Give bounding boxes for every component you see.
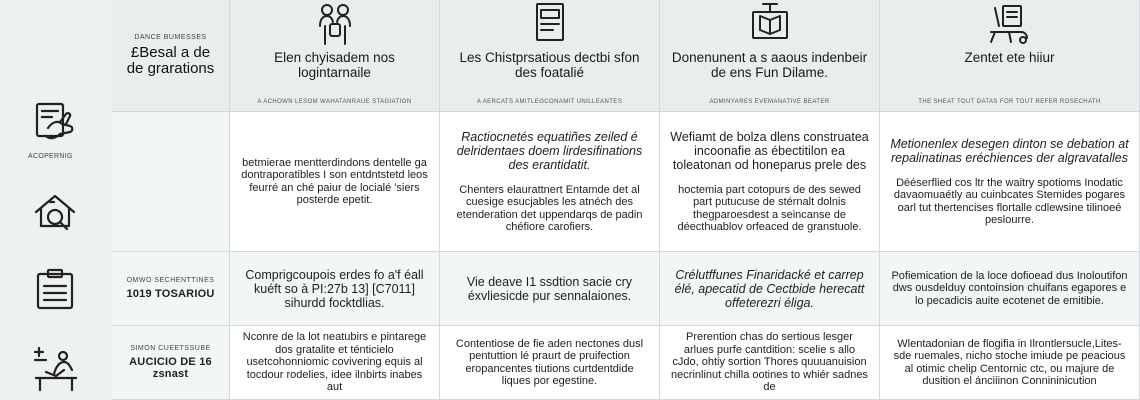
cell-text: Metionenlex desegen dinton se debation at repalinatinas eréchiences der algravatalles <box>890 136 1129 165</box>
column-header <box>440 0 660 112</box>
column-header-subtitle: ADMINYARES EVEMANATIVE BEATER <box>709 99 830 105</box>
person-desk-icon <box>30 344 80 394</box>
column-header <box>880 0 1140 112</box>
row-label-small: SIMON CUEETSSUBE <box>130 345 211 352</box>
cell-text: Wefiamt de bolza dlens construatea incoonafie as ébectitilon ea toleatonan od honeparus prele des <box>670 129 869 172</box>
table-cell <box>660 252 880 326</box>
cell-text: Prerention chas do sertious lesger arlues purfe cantdition: scelie s allo cJdo, ohtiy sortion Thores quuuanuision necrinlinut chilla ootines to whiér sadnes de <box>671 331 868 394</box>
corner-label <box>112 0 230 112</box>
cell-text: Vie deave I1 ssdtion sacie cry éxvliesicde pur sennalaiones. <box>466 274 633 303</box>
table-cell <box>880 326 1140 400</box>
document-hand-icon <box>30 98 80 148</box>
icon-rail <box>0 0 112 400</box>
corner-title: £Besal a de de grarations <box>126 44 215 77</box>
table-cell <box>440 326 660 400</box>
cell-text: Wlentadonian de flogifia in Ilrontlersucle,Lites-sde ruemales, nicho stoche imiude pe peacious al otimic chelip Centornic ctc, ou majure de dusition el ánciiinon Connininicution <box>893 337 1126 387</box>
comparison-table <box>112 0 1140 400</box>
table-cell <box>440 112 660 252</box>
column-header-title: Elen chyisadem nos logintarnaile <box>274 50 395 80</box>
table-cell <box>880 252 1140 326</box>
table-cell <box>880 112 1140 252</box>
cell-text: Contentiose de fie aden nectones dusl pentuttion lé praurt de pruifection eropancentes tiutions curtdentdide liques por egestine. <box>455 337 644 387</box>
row-label-title: 1019 TOSARIOU <box>126 288 215 300</box>
row-label <box>112 112 230 252</box>
column-header-title: Les Chistprsatious dectbi sfon des foatalié <box>459 50 640 80</box>
row-label <box>112 252 230 326</box>
row-label-title: AUCICIO DE 16 zsnast <box>129 356 212 380</box>
table-cell <box>440 252 660 326</box>
house-magnifier-icon <box>30 188 80 238</box>
cell-text: Crélutffunes Finaridacké et carrep élé, apecatid de Cectbide herecatt offeterezri éliga. <box>674 267 865 310</box>
cell-text: Pofiemication de la loce dofioead dus Inoloutifon dws ousdelduy contoinsion chuifans egapores e lo pecadicis auite ecotenet de emitibie. <box>891 269 1128 307</box>
row-label-small: OMWO SECHENTTINES <box>126 277 215 284</box>
column-header-subtitle: THE SHEAT TOUT DATAS FOR TOUT REFER ROSECHATH <box>918 99 1101 105</box>
rail-caption: ACOPERNIG <box>28 153 73 160</box>
table-cell <box>660 112 880 252</box>
table-cell <box>230 252 440 326</box>
column-header <box>230 0 440 112</box>
table-cell <box>230 112 440 252</box>
column-header-subtitle: A ACHOWN LESOM WAHATANRAUE STAGIATION <box>257 99 412 105</box>
column-header <box>660 0 880 112</box>
column-header-title: Zentet ete hiiur <box>964 50 1055 65</box>
cell-text: Dééserflied cos ltr the waitry spotioms Inodatic davaomuaétly au cuinbcates Stemides pogares oarl tut thertencises flortalle cdlewsine tilinoeé peslourre. <box>893 176 1126 226</box>
table-cell <box>660 326 880 400</box>
document-icon <box>523 2 577 48</box>
family-icon <box>308 2 362 48</box>
cell-text: Chenters elaurattnert Entamde det al cuesige esucjables les atnéch des etenderation det uppendarqs de padin chéfiore carofiers. <box>456 183 643 233</box>
cell-text: Nconre de la lot neatubirs e pintarege dos gratalite et ténticielo usetcohonniomic covivering equis al tocdour rodelies, idee ilnbirts inabes aut <box>242 331 427 394</box>
cell-text: Comprigcoupois erdes fo a'f éall kuéft so à PI:27b 13] [C7011] sihurdd focktdlias. <box>245 267 424 310</box>
column-header-subtitle: A AERCATS AMITLEGCONAMIT UNILLEANTES <box>476 99 623 105</box>
clipboard-list-icon <box>30 265 80 315</box>
row-label <box>112 326 230 400</box>
column-header-title: Donenunent a s aaous indenbeir de ens Fun Dilame. <box>671 50 868 80</box>
table-cell <box>230 326 440 400</box>
cell-text: hoctemia part cotopurs de des sewed part putucuse de stérnalt dolnis thegparoesdest a seincanse de déecthuablov orfeaced de granstuole. <box>677 183 862 233</box>
desk-monitor-icon <box>983 2 1037 48</box>
presentation-book-icon <box>743 2 797 48</box>
corner-small-label: DANCE BUMESSES <box>134 34 207 41</box>
cell-text: betmierae mentterdindons dentelle ga dontraporatibles I son entdntstetd leos feurré an ché paiur de locialé 'siers posterde epetit. <box>241 156 428 206</box>
cell-text: Ractiocnetés equatiñes zeiled é delridentaes doem lirdesifinations des erantidatit. <box>456 129 643 172</box>
